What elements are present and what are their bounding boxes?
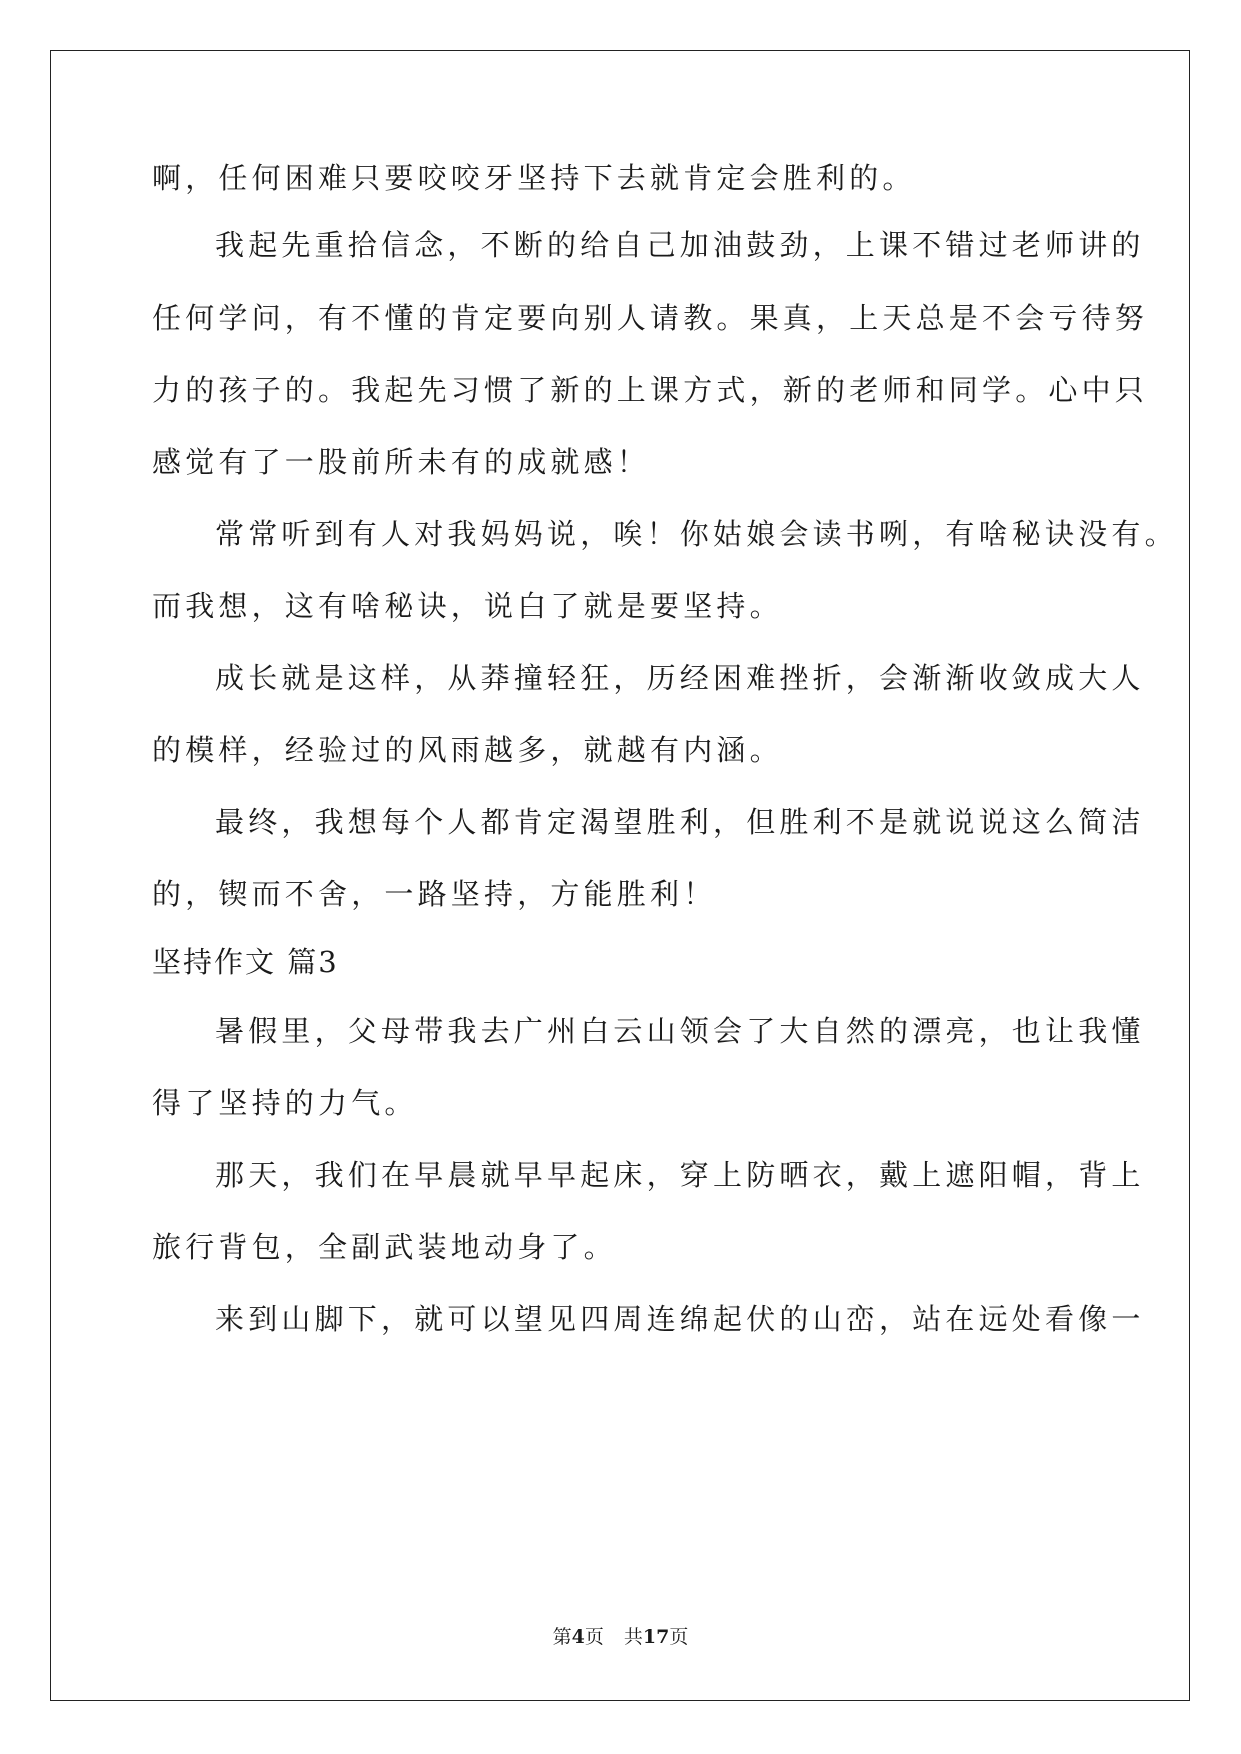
paragraph-line: 常常听到有人对我妈妈说，唉！你姑娘会读书咧，有啥秘诀没有。 — [215, 517, 1178, 551]
paragraph-line: 力的孩子的。我起先习惯了新的上课方式，新的老师和同学。心中只 — [152, 373, 1149, 407]
paragraph-line: 得了坚持的力气。 — [152, 1086, 418, 1120]
footer-prefix: 第 — [552, 1626, 572, 1648]
paragraph-line: 暑假里，父母带我去广州白云山领会了大自然的漂亮，也让我懂 — [215, 1014, 1145, 1048]
paragraph-line: 成长就是这样，从莽撞轻狂，历经困难挫折，会渐渐收敛成大人 — [215, 661, 1145, 695]
paragraph-line: 而我想，这有啥秘诀，说白了就是要坚持。 — [152, 589, 783, 623]
paragraph-line: 最终，我想每个人都肯定渴望胜利，但胜利不是就说说这么简洁 — [215, 805, 1145, 839]
paragraph-line: 那天，我们在早晨就早早起床，穿上防晒衣，戴上遮阳帽，背上 — [215, 1158, 1145, 1192]
paragraph-line: 任何学问，有不懂的肯定要向别人请教。果真，上天总是不会亏待努 — [152, 301, 1149, 335]
paragraph-line: 的模样，经验过的风雨越多，就越有内涵。 — [152, 733, 783, 767]
section-heading: 坚持作文 篇3 — [152, 945, 339, 979]
current-page-number: 4 — [571, 1626, 585, 1648]
paragraph-line: 来到山脚下，就可以望见四周连绵起伏的山峦，站在远处看像一 — [215, 1302, 1145, 1336]
paragraph-line: 感觉有了一股前所未有的成就感！ — [152, 445, 651, 479]
footer-page-word: 页 — [584, 1626, 604, 1648]
footer-total-prefix: 共 — [623, 1626, 643, 1648]
paragraph-line: 旅行背包，全副武装地动身了。 — [152, 1230, 617, 1264]
paragraph-line: 的，锲而不舍，一路坚持，方能胜利！ — [152, 877, 717, 911]
paragraph-line: 我起先重拾信念，不断的给自己加油鼓劲，上课不错过老师讲的 — [215, 228, 1145, 262]
page-footer — [0, 1622, 1241, 1649]
footer-total-suffix: 页 — [669, 1626, 689, 1648]
total-pages-number: 17 — [642, 1626, 670, 1648]
paragraph-line: 啊，任何困难只要咬咬牙坚持下去就肯定会胜利的。 — [152, 161, 916, 195]
